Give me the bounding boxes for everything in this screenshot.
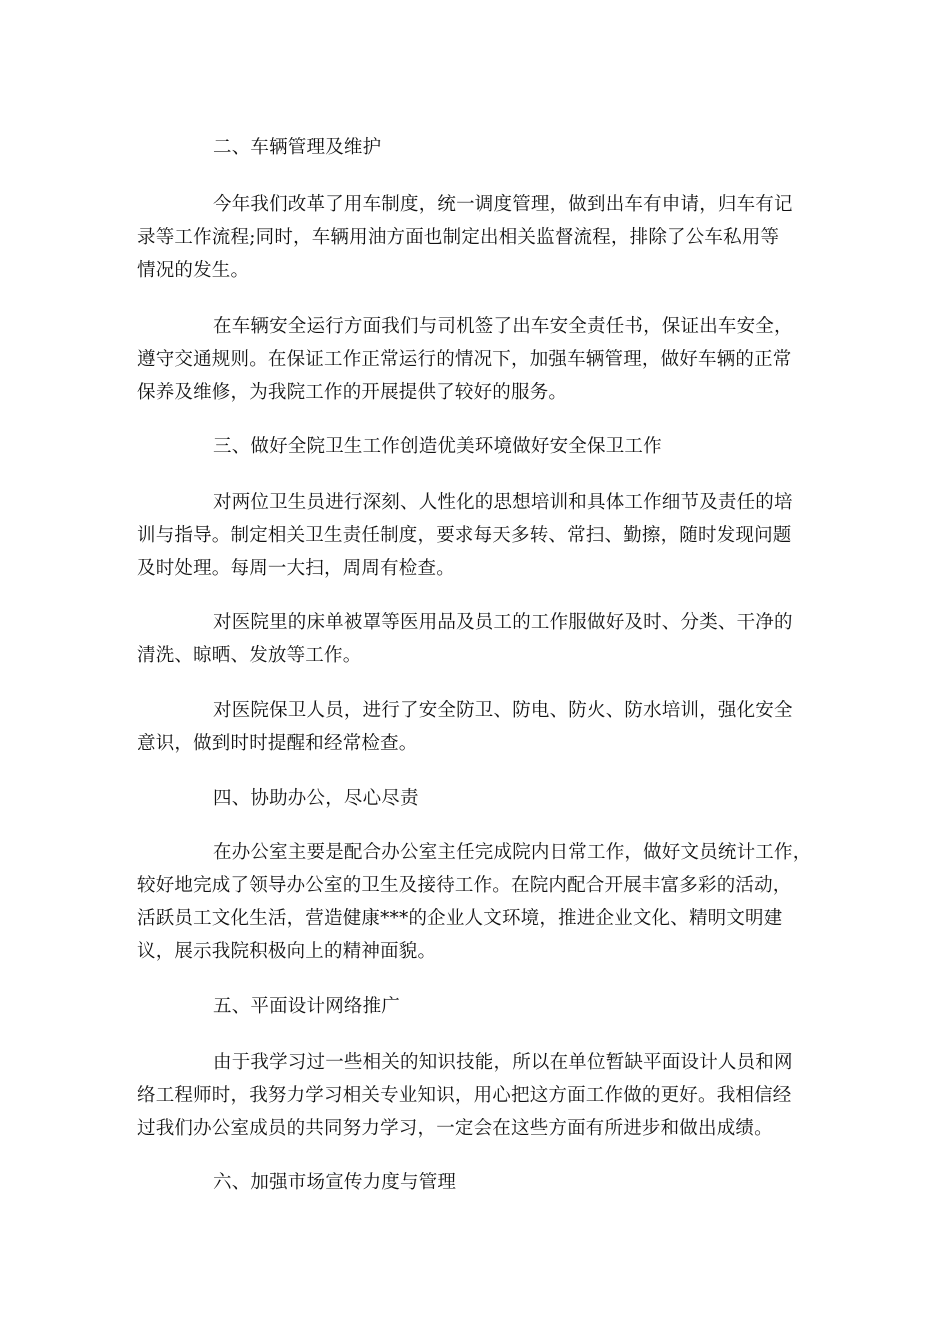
paragraph-line: 训与指导。制定相关卫生责任制度，要求每天多转、常扫、勤擦，随时发现问题 — [137, 525, 792, 546]
paragraph-line: 意识，做到时时提醒和经常检查。 — [137, 733, 418, 754]
paragraph-line: 在办公室主要是配合办公室主任完成院内日常工作，做好文员统计工作， — [213, 842, 812, 863]
heading-text: 四、协助办公，尽心尽责 — [213, 788, 419, 809]
paragraph-line: 清洗、晾晒、发放等工作。 — [137, 645, 362, 666]
paragraph-line: 今年我们改革了用车制度，统一调度管理，做到出车有申请，归车有记 — [213, 194, 793, 215]
paragraph-line: 情况的发生。 — [137, 260, 250, 281]
paragraph-line: 络工程师时，我努力学习相关专业知识，用心把这方面工作做的更好。我相信经 — [137, 1085, 792, 1106]
paragraph-line: 遵守交通规则。在保证工作正常运行的情况下，加强车辆管理，做好车辆的正常 — [137, 349, 792, 370]
paragraph-line: 保养及维修，为我院工作的开展提供了较好的服务。 — [137, 382, 568, 403]
paragraph-line: 活跃员工文化生活，营造健康***的企业人文环境，推进企业文化、精明文明建 — [137, 908, 783, 929]
heading-text: 二、车辆管理及维护 — [213, 137, 382, 158]
paragraph-line: 对医院保卫人员，进行了安全防卫、防电、防火、防水培训，强化安全 — [213, 700, 793, 721]
heading-text: 三、做好全院卫生工作创造优美环境做好安全保卫工作 — [213, 436, 662, 457]
paragraph-line: 由于我学习过一些相关的知识技能，所以在单位暂缺平面设计人员和网 — [213, 1052, 793, 1073]
heading-text: 六、加强市场宣传力度与管理 — [213, 1172, 457, 1193]
paragraph-line: 对医院里的床单被罩等医用品及员工的工作服做好及时、分类、干净的 — [213, 612, 793, 633]
paragraph-line: 对两位卫生员进行深刻、人性化的思想培训和具体工作细节及责任的培 — [213, 492, 793, 513]
paragraph-line: 较好地完成了领导办公室的卫生及接待工作。在院内配合开展丰富多彩的活动， — [137, 875, 792, 896]
paragraph-line: 过我们办公室成员的共同努力学习，一定会在这些方面有所进步和做出成绩。 — [137, 1118, 773, 1139]
paragraph-line: 及时处理。每周一大扫，周周有检查。 — [137, 558, 455, 579]
paragraph-line: 议，展示我院积极向上的精神面貌。 — [137, 941, 437, 962]
paragraph-line: 在车辆安全运行方面我们与司机签了出车安全责任书，保证出车安全， — [213, 316, 793, 337]
heading-text: 五、平面设计网络推广 — [213, 996, 401, 1017]
paragraph-line: 录等工作流程;同时，车辆用油方面也制定出相关监督流程，排除了公车私用等 — [137, 227, 780, 248]
